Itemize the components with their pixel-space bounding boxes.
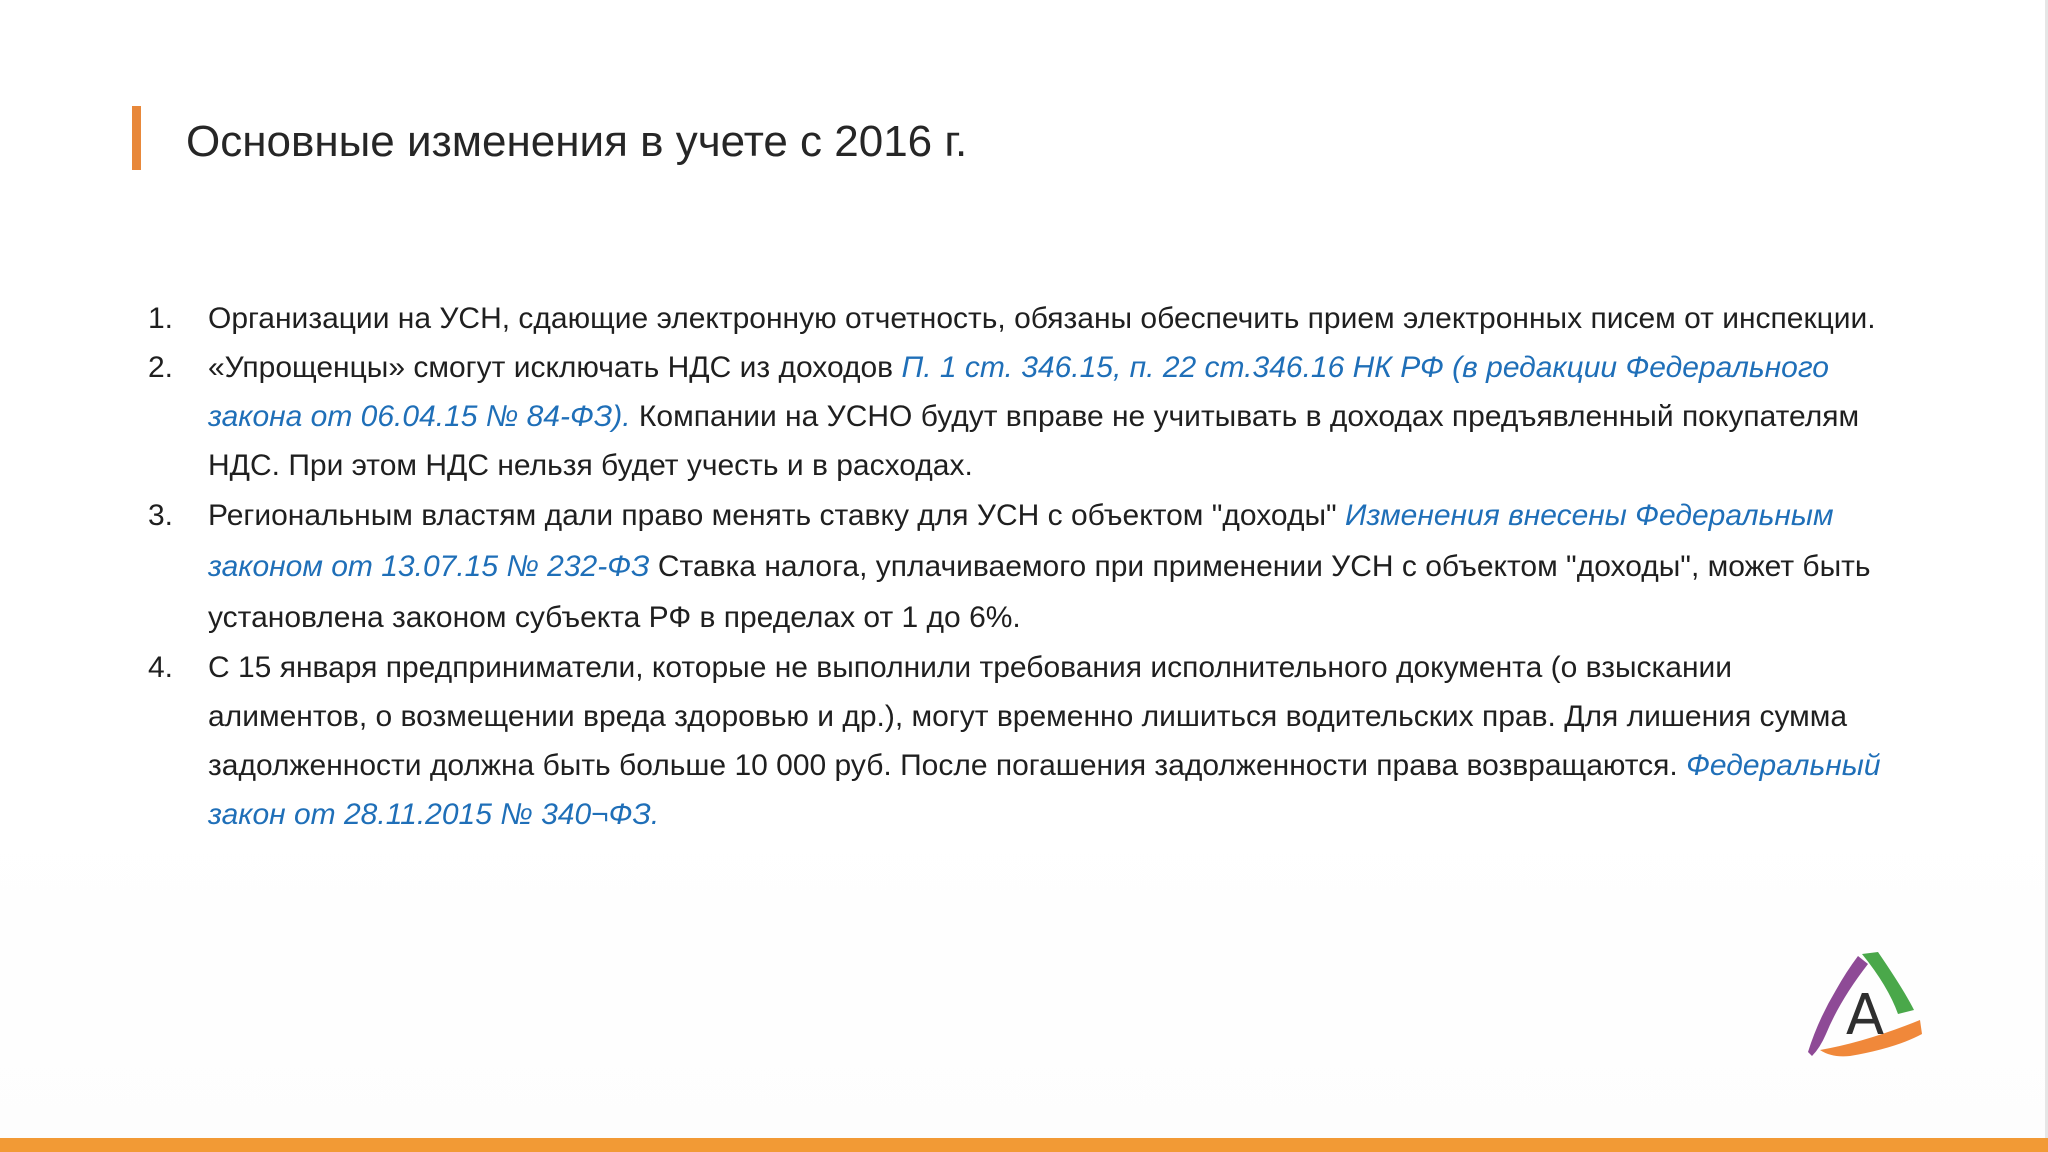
list-item	[148, 294, 1888, 343]
changes-list	[148, 294, 1888, 839]
list-item-number: 4.	[148, 651, 174, 684]
list-item	[148, 643, 1888, 839]
list-item-number: 2.	[148, 351, 174, 384]
list-item-text: Организации на УСН, сдающие электронную отчетность, обязаны обеспечить прием электронных писем от инспекции.	[208, 302, 1876, 335]
law-reference-link[interactable]: П. 1 ст. 346.15, п. 22 ст.346.16 НК РФ (в редакции Федерального закона от 06.04.15 № 84-ФЗ).	[208, 351, 1829, 433]
list-item-number: 1.	[148, 302, 174, 335]
list-item-text: Региональным властям дали право менять ставку для УСН с объектом "доходы"	[208, 499, 1345, 532]
title-accent-bar	[132, 106, 141, 170]
list-item	[148, 343, 1888, 490]
list-item-text: «Упрощенцы» смогут исключать НДС из доходов	[208, 351, 902, 384]
list-item-number: 3.	[148, 499, 174, 532]
bottom-accent-bar	[0, 1138, 2048, 1152]
logo-letter: A	[1845, 983, 1885, 1048]
company-logo-icon	[1806, 950, 1924, 1062]
law-reference-link[interactable]: Изменения внесены Федеральным законом от 13.07.15 № 232-ФЗ	[208, 499, 1834, 583]
list-item-text: Компании на УСНО будут вправе не учитывать в доходах предъявленный покупателям НДС. При этом НДС нельзя будет учесть и в расходах.	[208, 400, 1860, 482]
law-reference-link[interactable]: Федеральный закон от 28.11.2015 № 340¬ФЗ.	[208, 749, 1881, 831]
list-item	[148, 490, 1888, 643]
slide-title: Основные изменения в учете с 2016 г.	[186, 117, 968, 166]
list-item-text: С 15 января предприниматели, которые не выполнили требования исполнительного документа (о взыскании алиментов, о возмещении вреда здоровью и др.), могут временно лишиться водительских прав. Для лишения сумма задолженности должна быть больше 10 000 руб. После погашения задолженности права возвращаются.	[208, 651, 1848, 782]
list-item-text: Ставка налога, уплачиваемого при применении УСН с объектом "доходы", может быть установлена законом субъекта РФ в пределах от 1 до 6%.	[208, 550, 1871, 634]
